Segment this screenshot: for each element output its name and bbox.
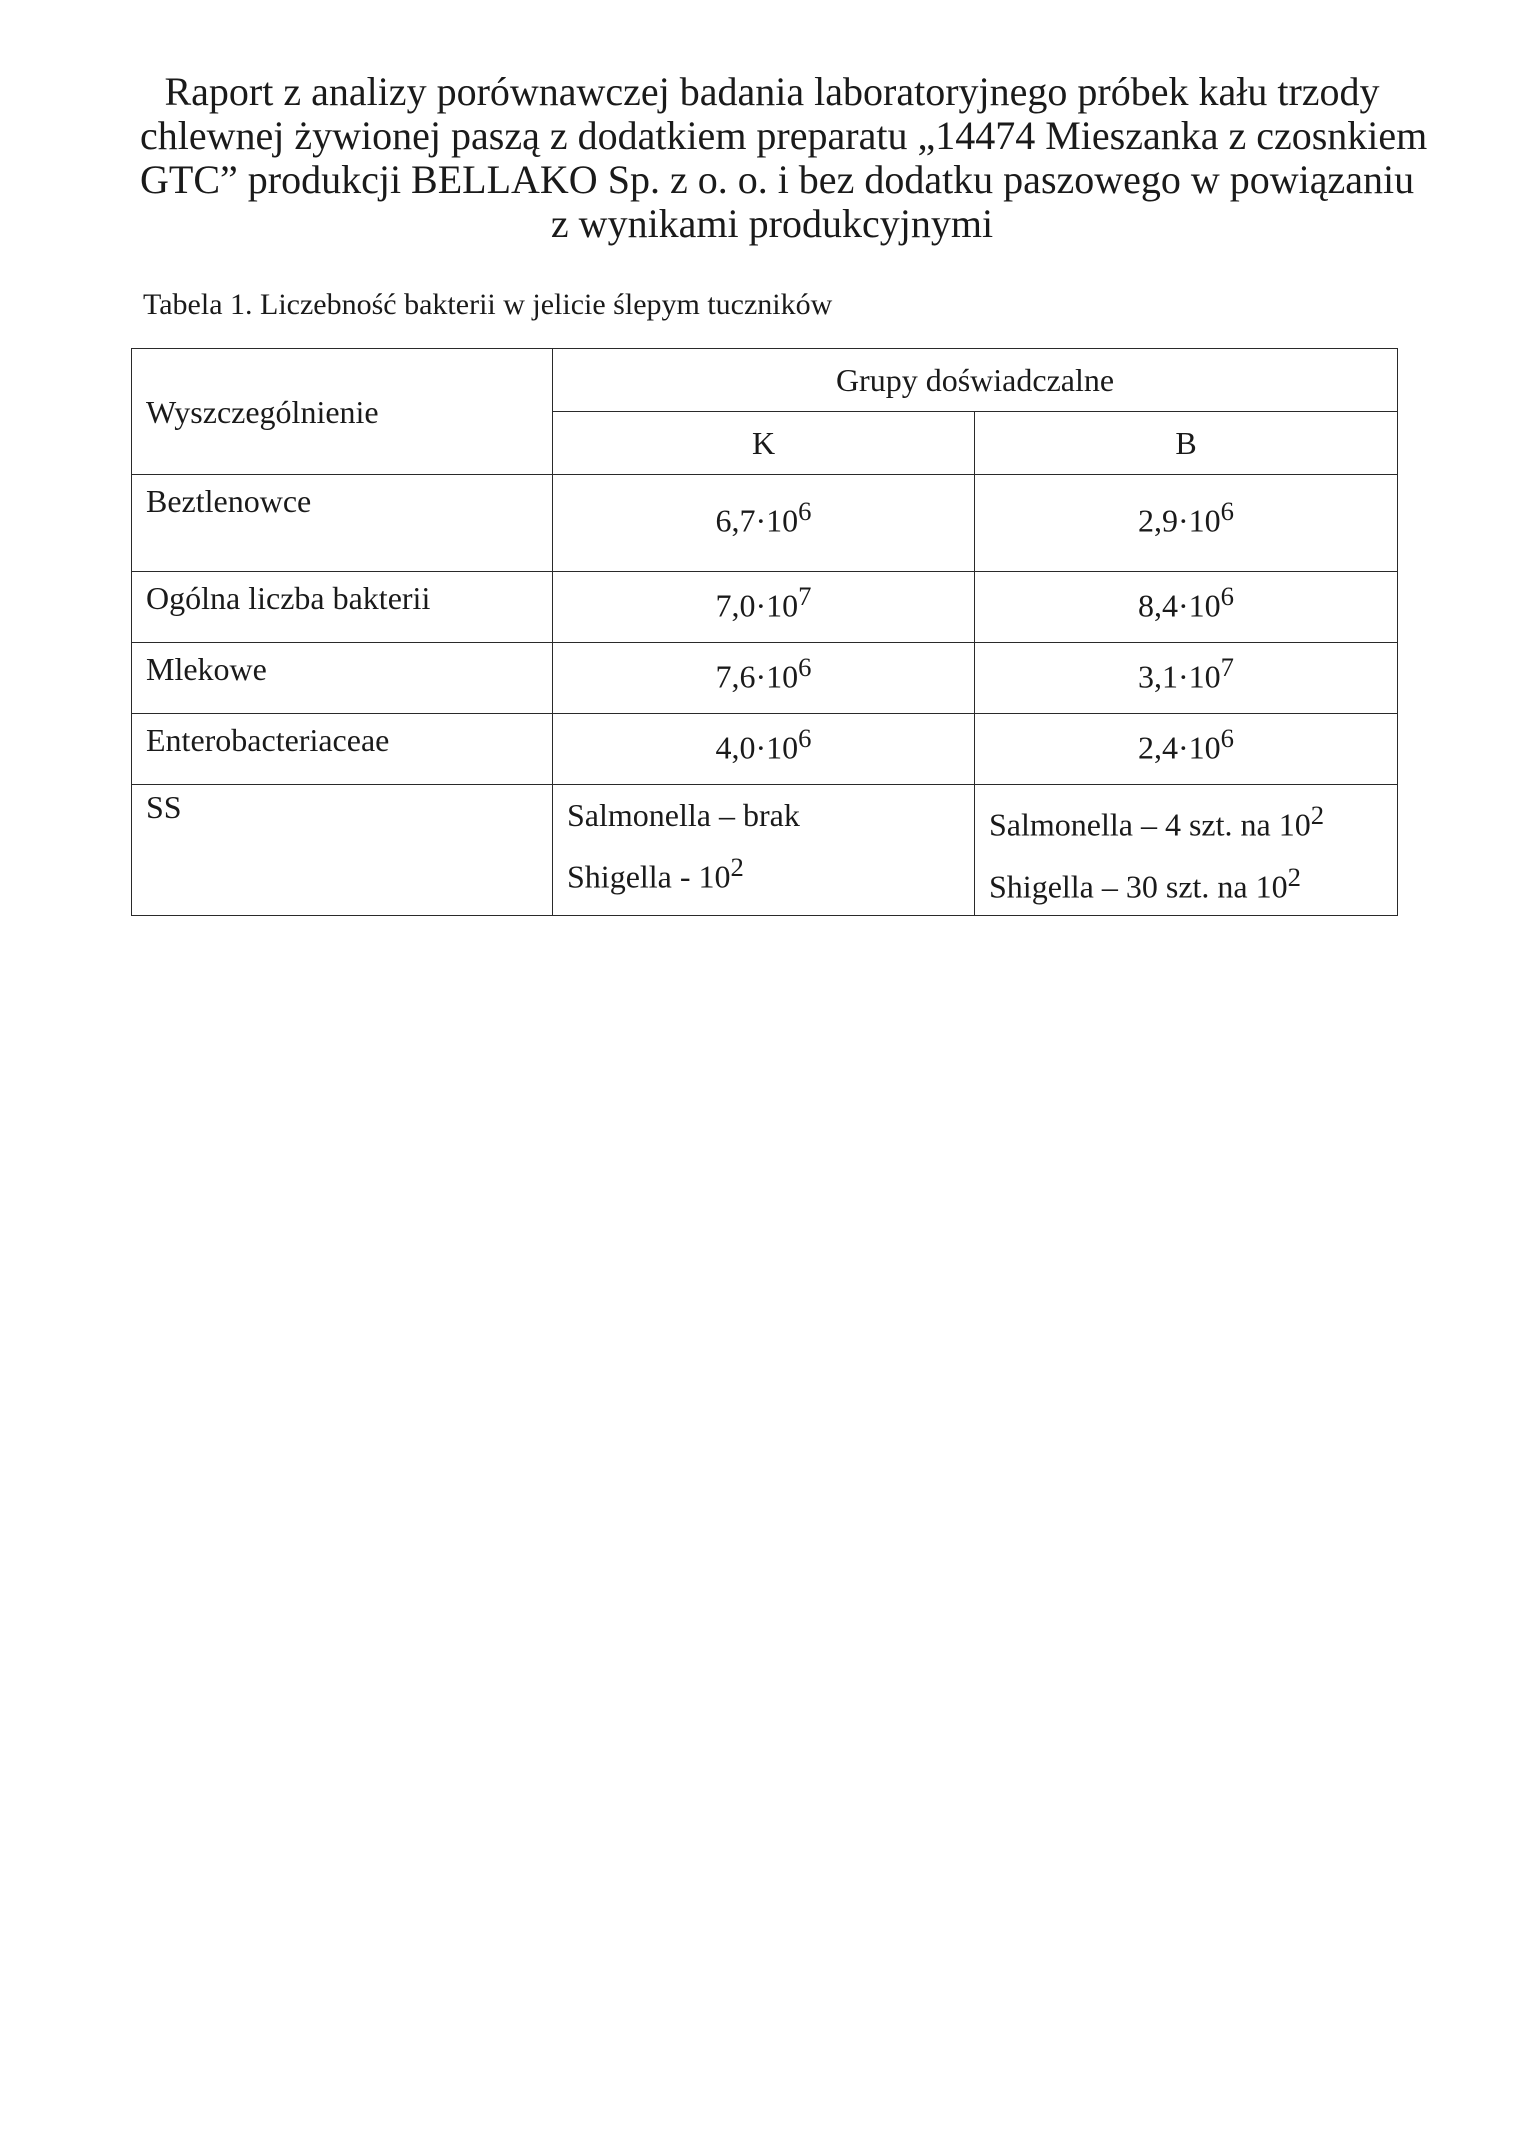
value-b-exponent: 6 [1220,723,1234,753]
ss-k-shigella: Shigella - 10 [567,858,731,895]
group-header: Grupy doświadczalne [835,362,1115,398]
ss-b-line-2 [989,851,1383,913]
value-b-cell [975,475,1398,572]
value-k-cell [553,475,975,572]
row-label-cell [132,785,553,916]
value-k: 7,0·10 [715,587,799,624]
value-k-exponent: 6 [798,496,812,526]
row-label: Beztlenowce [146,483,312,519]
ss-b-shigella-exponent: 2 [1287,861,1301,892]
column-k-header [553,412,975,475]
column-b-header [975,412,1398,475]
value-k-exponent: 7 [798,581,812,611]
value-b: 3,1·10 [1138,658,1221,695]
value-b-cell [975,714,1398,785]
column-k-label: K [751,425,776,461]
value-k: 4,0·10 [715,729,799,766]
bacteria-count-table [131,348,1398,916]
row-label-cell [132,572,553,643]
ss-value-b-cell [975,785,1398,916]
value-b: 8,4·10 [1138,587,1221,624]
row-label: Mlekowe [146,651,267,687]
row-label-cell [132,714,553,785]
row-label: Enterobacteriaceae [146,722,390,758]
row-label-cell [132,475,553,572]
ss-value-k-cell [553,785,975,916]
value-b-exponent: 6 [1220,496,1234,526]
column-b-label: B [1175,425,1197,461]
row-label: Ogólna liczba bakterii [146,580,431,616]
report-title-line-1: Raport z analizy porównawczej badania laboratoryjnego próbek kału trzody [164,69,1380,114]
value-k-cell [553,643,975,714]
table-row-ss [132,785,1398,916]
ss-k-line-2 [567,841,960,903]
value-k: 6,7·10 [715,502,799,539]
ss-b-salmonella: Salmonella – 4 szt. na 10 [989,806,1311,843]
table-header-row [132,349,1398,412]
value-k-exponent: 6 [798,723,812,753]
row-label: SS [146,789,182,825]
table-row [132,714,1398,785]
ss-b-salmonella-exponent: 2 [1310,800,1325,830]
value-b-exponent: 6 [1220,581,1234,611]
value-b-cell [975,572,1398,643]
report-title [140,69,1428,246]
group-header-cell [553,349,1398,412]
value-b-exponent: 7 [1220,652,1234,682]
table-row [132,475,1398,572]
value-k-cell [553,714,975,785]
value-b: 2,4·10 [1138,729,1221,766]
value-k: 7,6·10 [715,658,799,695]
header-label-cell [132,349,553,475]
ss-b-shigella: Shigella – 30 szt. na 10 [989,868,1288,905]
value-b-cell [975,643,1398,714]
table-row [132,643,1398,714]
table-row [132,572,1398,643]
report-title-line-3: GTC” produkcji BELLAKO Sp. z o. o. i bez dodatku paszowego w powiązaniu [140,157,1415,202]
value-k-cell [553,572,975,643]
value-b: 2,9·10 [1138,502,1221,539]
table-caption: Tabela 1. Liczebność bakterii w jelicie ślepym tuczników [143,288,833,321]
report-title-line-4: z wynikami produkcyjnymi [550,201,994,246]
ss-k-shigella-exponent: 2 [730,852,744,882]
ss-k-line-1 [567,789,960,841]
report-title-line-2: chlewnej żywionej paszą z dodatkiem preparatu „14474 Mieszanka z czosnkiem [140,113,1428,158]
ss-k-salmonella: Salmonella – brak [567,797,800,833]
value-k-exponent: 6 [798,652,812,682]
header-label: Wyszczególnienie [146,393,379,430]
row-label-cell [132,643,553,714]
ss-b-line-1 [989,789,1383,851]
